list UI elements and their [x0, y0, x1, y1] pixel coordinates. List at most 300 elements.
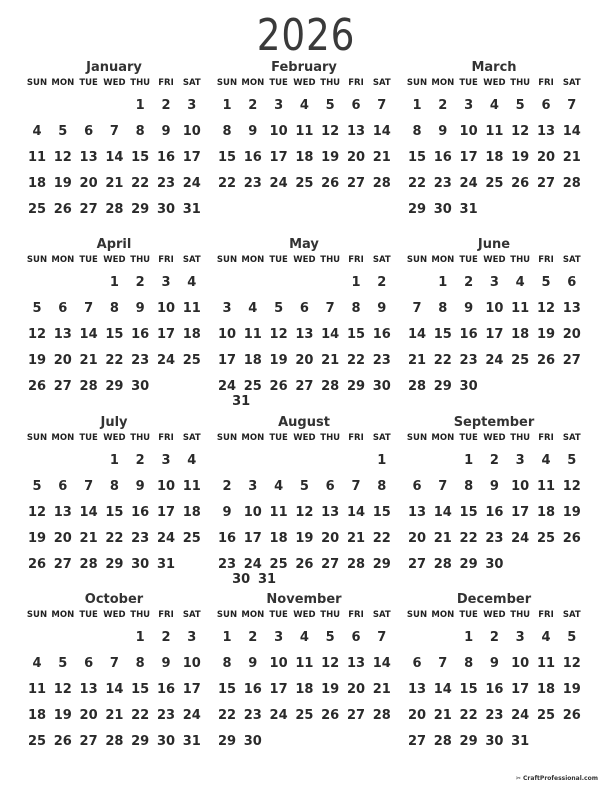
day-cell: 6 — [325, 479, 335, 494]
weekday-header: THU — [510, 433, 531, 443]
day-cell: 1 — [377, 453, 387, 468]
day-cell: 8 — [222, 124, 232, 139]
weekday-header: SAT — [372, 433, 391, 443]
day-cell: 4 — [32, 124, 42, 139]
day-cell: 6 — [299, 301, 309, 316]
day-cell: 5 — [58, 656, 68, 671]
day-cell: 28 — [321, 379, 340, 394]
day-cell: 6 — [84, 656, 94, 671]
day-cell: 21 — [433, 531, 452, 546]
day-cell: 27 — [346, 176, 366, 191]
day-cell: 16 — [217, 531, 237, 546]
day-cell: 3 — [248, 479, 258, 494]
day-cell: 24 — [459, 176, 478, 191]
day-cell: 16 — [131, 505, 150, 520]
day-cell: 29 — [459, 734, 478, 749]
month-july — [24, 415, 204, 590]
day-cell: 24 — [511, 708, 530, 723]
day-cell: 17 — [243, 531, 262, 546]
day-cell: 14 — [79, 505, 98, 520]
day-cell: 19 — [53, 708, 72, 723]
day-cell: 26 — [295, 557, 314, 572]
day-cell: 18 — [485, 150, 504, 165]
day-cell: 1 — [222, 630, 232, 645]
day-cell: 8 — [377, 479, 387, 494]
day-cell: 10 — [182, 124, 201, 139]
day-cell: 3 — [274, 98, 284, 113]
day-cell: 30 — [243, 734, 262, 749]
day-cell: 19 — [27, 353, 47, 368]
weekday-header: SAT — [182, 78, 201, 88]
day-cell: 6 — [541, 98, 551, 113]
weekday-header: WED — [293, 78, 316, 88]
weekday-header: FRI — [158, 255, 174, 265]
day-cell: 5 — [325, 630, 335, 645]
day-cell: 21 — [433, 708, 452, 723]
day-cell: 8 — [412, 124, 422, 139]
day-cell: 7 — [377, 98, 387, 113]
day-cell: 14 — [346, 505, 366, 520]
day-cell: 15 — [407, 150, 427, 165]
month-august — [214, 415, 394, 590]
day-cell: 12 — [536, 301, 556, 316]
day-cell: 6 — [58, 301, 68, 316]
month-name: January — [86, 60, 142, 75]
weekday-header: WED — [483, 255, 506, 265]
day-cell: 2 — [161, 98, 171, 113]
day-cell: 17 — [269, 150, 288, 165]
day-cell: 25 — [27, 202, 47, 217]
day-cell: 21 — [407, 353, 427, 368]
day-cell: 26 — [511, 176, 530, 191]
day-cell: 28 — [433, 557, 452, 572]
day-cell: 6 — [58, 479, 68, 494]
day-cell: 13 — [321, 505, 340, 520]
day-cell: 26 — [536, 353, 556, 368]
day-cell: 7 — [351, 479, 361, 494]
weekday-header: SUN — [406, 433, 428, 443]
month-may — [214, 237, 394, 412]
day-cell: 26 — [562, 531, 581, 546]
weekday-header: TUE — [79, 78, 98, 88]
day-cell: 18 — [182, 505, 201, 520]
day-cell: 3 — [515, 453, 525, 468]
day-cell: 30 — [156, 202, 176, 217]
day-cell: 10 — [459, 124, 478, 139]
day-cell: 12 — [27, 327, 47, 342]
day-cell: 7 — [84, 301, 94, 316]
day-cell: 14 — [105, 150, 124, 165]
day-cell: 21 — [346, 531, 366, 546]
day-cell: 14 — [407, 327, 427, 342]
weekday-header: THU — [320, 433, 341, 443]
day-cell: 12 — [511, 124, 530, 139]
day-cell: 25 — [295, 176, 314, 191]
day-cell: 20 — [407, 531, 427, 546]
month-name: September — [453, 415, 535, 430]
day-cell: 29 — [131, 202, 150, 217]
weekday-header: MON — [51, 610, 75, 620]
day-cell: 26 — [269, 379, 288, 394]
month-march — [404, 60, 584, 235]
day-cell: 31 — [182, 202, 201, 217]
weekday-header: FRI — [158, 433, 174, 443]
day-cell: 4 — [541, 630, 551, 645]
day-cell: 24 — [511, 531, 530, 546]
day-cell: 7 — [109, 656, 119, 671]
day-cell: 7 — [377, 630, 387, 645]
day-cell: 15 — [372, 505, 391, 520]
weekday-header: WED — [483, 433, 506, 443]
day-cell: 18 — [536, 505, 556, 520]
weekday-header: SAT — [562, 255, 581, 265]
day-cell: 23 — [459, 353, 478, 368]
weekday-header: MON — [241, 78, 265, 88]
day-cell: 28 — [105, 202, 124, 217]
day-cell: 26 — [27, 379, 47, 394]
day-cell: 25 — [536, 531, 556, 546]
day-cell: 3 — [222, 301, 232, 316]
day-cell: 30 — [459, 379, 478, 394]
day-cell: 26 — [27, 557, 47, 572]
weekday-header: SAT — [562, 610, 581, 620]
day-cell: 1 — [109, 453, 119, 468]
day-cell: 22 — [407, 176, 427, 191]
day-cell: 4 — [248, 301, 258, 316]
weekday-header: SAT — [562, 433, 581, 443]
day-cell: 10 — [511, 656, 530, 671]
day-cell: 5 — [274, 301, 284, 316]
weekday-header: SAT — [562, 78, 581, 88]
day-cell: 24 — [243, 557, 262, 572]
day-cell: 13 — [79, 682, 98, 697]
day-cell: 4 — [515, 275, 525, 290]
day-cell: 9 — [377, 301, 387, 316]
weekday-header: SUN — [216, 433, 238, 443]
day-cell: 8 — [464, 656, 474, 671]
day-cell: 8 — [438, 301, 448, 316]
weekday-header: WED — [293, 433, 316, 443]
day-cell: 22 — [433, 353, 452, 368]
day-cell: 16 — [243, 150, 262, 165]
day-cell: 12 — [27, 505, 47, 520]
day-cell: 11 — [485, 124, 504, 139]
year-title: 2026 — [256, 10, 356, 61]
day-cell: 17 — [182, 150, 201, 165]
day-cell: 18 — [295, 682, 314, 697]
day-cell: 24 — [485, 353, 504, 368]
day-cell: 20 — [79, 708, 98, 723]
day-cell: 13 — [346, 124, 366, 139]
day-cell: 15 — [131, 682, 150, 697]
day-cell: 31 — [156, 557, 176, 572]
month-name: February — [271, 60, 337, 75]
day-cell: 2 — [489, 453, 499, 468]
weekday-header: THU — [320, 610, 341, 620]
day-cell: 9 — [248, 656, 258, 671]
day-cell: 2 — [248, 98, 258, 113]
month-february — [214, 60, 394, 235]
day-cell: 26 — [562, 708, 581, 723]
day-cell: 19 — [269, 353, 288, 368]
day-cell: 23 — [433, 176, 452, 191]
weekday-header: FRI — [348, 255, 364, 265]
day-cell: 24 — [269, 176, 288, 191]
day-cell: 30 — [485, 557, 504, 572]
weekday-header: THU — [130, 433, 151, 443]
day-cell: 20 — [407, 708, 427, 723]
month-name: October — [84, 592, 144, 607]
day-cell: 13 — [295, 327, 314, 342]
day-cell: 27 — [53, 379, 72, 394]
weekday-header: MON — [51, 433, 75, 443]
day-cell: 5 — [299, 479, 309, 494]
month-name: March — [471, 60, 517, 75]
month-name: December — [456, 592, 532, 607]
day-cell: 29 — [105, 557, 124, 572]
day-cell: 19 — [321, 150, 340, 165]
day-cell: 14 — [372, 124, 391, 139]
weekday-header: MON — [431, 78, 455, 88]
day-cell: 9 — [489, 479, 499, 494]
month-june — [404, 237, 584, 412]
day-cell: 22 — [217, 176, 237, 191]
day-cell: 5 — [567, 630, 577, 645]
day-cell: 2 — [248, 630, 258, 645]
day-cell: 30 — [372, 379, 391, 394]
day-cell: 17 — [217, 353, 237, 368]
day-cell: 2 — [489, 630, 499, 645]
weekday-header: SUN — [406, 255, 428, 265]
day-cell: 22 — [372, 531, 391, 546]
day-cell: 9 — [464, 301, 474, 316]
month-december — [404, 592, 584, 767]
day-cell: 20 — [536, 150, 556, 165]
day-cell: 28 — [346, 557, 366, 572]
day-cell: 9 — [135, 301, 145, 316]
month-october — [24, 592, 204, 767]
weekday-header: MON — [241, 433, 265, 443]
day-cell: 21 — [562, 150, 581, 165]
weekday-header: SUN — [26, 255, 48, 265]
weekday-header: FRI — [538, 78, 554, 88]
day-cell: 9 — [438, 124, 448, 139]
month-name: May — [289, 237, 319, 252]
day-cell: 17 — [182, 682, 201, 697]
day-cell: 8 — [222, 656, 232, 671]
day-cell: 18 — [243, 353, 262, 368]
day-cell: 12 — [562, 479, 581, 494]
weekday-header: WED — [293, 610, 316, 620]
day-cell: 22 — [217, 708, 237, 723]
day-cell: 18 — [511, 327, 530, 342]
day-cell: 23 — [485, 531, 504, 546]
day-cell: 14 — [79, 327, 98, 342]
day-cell: 19 — [536, 327, 556, 342]
day-cell: 17 — [156, 327, 176, 342]
day-cell: 27 — [295, 379, 314, 394]
day-cell: 11 — [243, 327, 262, 342]
day-cell: 29 — [433, 379, 452, 394]
day-cell: 21 — [105, 176, 124, 191]
day-cell: 23 — [372, 353, 391, 368]
weekday-header: THU — [320, 78, 341, 88]
day-cell: 22 — [459, 708, 478, 723]
day-cell: 16 — [459, 327, 478, 342]
day-cell: 1 — [222, 98, 232, 113]
day-cell: 3 — [161, 275, 171, 290]
day-cell: 23 — [243, 708, 262, 723]
day-cell: 16 — [372, 327, 391, 342]
weekday-header: SUN — [216, 78, 238, 88]
day-cell: 19 — [511, 150, 530, 165]
day-cell: 2 — [464, 275, 474, 290]
day-cell: 5 — [567, 453, 577, 468]
day-cell: 12 — [269, 327, 288, 342]
day-cell: 24 — [156, 353, 176, 368]
day-cell: 10 — [269, 656, 288, 671]
day-cell: 30 — [232, 572, 251, 587]
day-cell: 28 — [79, 379, 98, 394]
day-cell: 17 — [511, 505, 530, 520]
weekday-header: FRI — [538, 255, 554, 265]
day-cell: 2 — [135, 275, 145, 290]
weekday-header: THU — [130, 78, 151, 88]
day-cell: 20 — [53, 531, 72, 546]
day-cell: 21 — [79, 353, 98, 368]
weekday-header: SUN — [26, 433, 48, 443]
day-cell: 6 — [412, 656, 422, 671]
day-cell: 23 — [156, 708, 176, 723]
day-cell: 28 — [407, 379, 427, 394]
day-cell: 9 — [161, 124, 171, 139]
day-cell: 3 — [274, 630, 284, 645]
day-cell: 23 — [131, 531, 150, 546]
day-cell: 31 — [182, 734, 201, 749]
day-cell: 15 — [346, 327, 366, 342]
day-cell: 28 — [79, 557, 98, 572]
day-cell: 19 — [53, 176, 72, 191]
day-cell: 3 — [187, 98, 197, 113]
day-cell: 11 — [27, 150, 47, 165]
month-name: April — [96, 237, 132, 252]
weekday-header: TUE — [459, 78, 478, 88]
day-cell: 9 — [135, 479, 145, 494]
weekday-header: WED — [483, 78, 506, 88]
day-cell: 10 — [485, 301, 504, 316]
day-cell: 17 — [485, 327, 504, 342]
day-cell: 7 — [412, 301, 422, 316]
weekday-header: FRI — [538, 610, 554, 620]
weekday-header: SUN — [406, 78, 428, 88]
day-cell: 1 — [135, 630, 145, 645]
day-cell: 4 — [489, 98, 499, 113]
day-cell: 11 — [182, 301, 201, 316]
day-cell: 22 — [105, 531, 124, 546]
day-cell: 1 — [135, 98, 145, 113]
day-cell: 4 — [187, 275, 197, 290]
day-cell: 8 — [109, 301, 119, 316]
day-cell: 19 — [562, 682, 581, 697]
weekday-header: SUN — [26, 610, 48, 620]
day-cell: 8 — [135, 124, 145, 139]
day-cell: 27 — [407, 734, 427, 749]
weekday-header: SAT — [182, 610, 201, 620]
day-cell: 25 — [269, 557, 288, 572]
day-cell: 1 — [464, 630, 474, 645]
weekday-header: TUE — [459, 610, 478, 620]
day-cell: 17 — [156, 505, 176, 520]
weekday-header: FRI — [538, 433, 554, 443]
day-cell: 14 — [562, 124, 581, 139]
day-cell: 29 — [105, 379, 124, 394]
weekday-header: TUE — [459, 255, 478, 265]
day-cell: 27 — [53, 557, 72, 572]
day-cell: 26 — [321, 176, 340, 191]
day-cell: 20 — [562, 327, 581, 342]
weekday-header: THU — [510, 255, 531, 265]
day-cell: 6 — [412, 479, 422, 494]
day-cell: 23 — [131, 353, 150, 368]
day-cell: 4 — [32, 656, 42, 671]
day-cell: 14 — [433, 505, 452, 520]
day-cell: 22 — [131, 176, 150, 191]
month-september — [404, 415, 584, 590]
weekday-header: TUE — [269, 610, 288, 620]
day-cell: 12 — [53, 682, 72, 697]
day-cell: 5 — [58, 124, 68, 139]
day-cell: 17 — [269, 682, 288, 697]
day-cell: 25 — [182, 531, 201, 546]
weekday-header: THU — [130, 610, 151, 620]
weekday-header: TUE — [79, 610, 98, 620]
day-cell: 20 — [295, 353, 314, 368]
day-cell: 11 — [182, 479, 201, 494]
day-cell: 12 — [53, 150, 72, 165]
day-cell: 23 — [243, 176, 262, 191]
weekday-header: SAT — [372, 610, 391, 620]
day-cell: 5 — [32, 301, 42, 316]
day-cell: 2 — [161, 630, 171, 645]
day-cell: 11 — [269, 505, 288, 520]
day-cell: 21 — [372, 682, 391, 697]
day-cell: 16 — [485, 505, 504, 520]
weekday-header: SUN — [26, 78, 48, 88]
day-cell: 27 — [321, 557, 340, 572]
day-cell: 1 — [438, 275, 448, 290]
day-cell: 10 — [156, 301, 176, 316]
day-cell: 4 — [274, 479, 284, 494]
day-cell: 8 — [109, 479, 119, 494]
day-cell: 10 — [269, 124, 288, 139]
day-cell: 3 — [489, 275, 499, 290]
day-cell: 28 — [433, 734, 452, 749]
day-cell: 28 — [105, 734, 124, 749]
day-cell: 15 — [131, 150, 150, 165]
day-cell: 7 — [438, 479, 448, 494]
weekday-header: THU — [130, 255, 151, 265]
weekday-header: WED — [103, 255, 126, 265]
day-cell: 25 — [511, 353, 530, 368]
month-name: June — [477, 237, 511, 252]
day-cell: 8 — [135, 656, 145, 671]
day-cell: 22 — [131, 708, 150, 723]
day-cell: 10 — [182, 656, 201, 671]
day-cell: 21 — [372, 150, 391, 165]
day-cell: 3 — [187, 630, 197, 645]
month-november — [214, 592, 394, 767]
day-cell: 29 — [407, 202, 427, 217]
